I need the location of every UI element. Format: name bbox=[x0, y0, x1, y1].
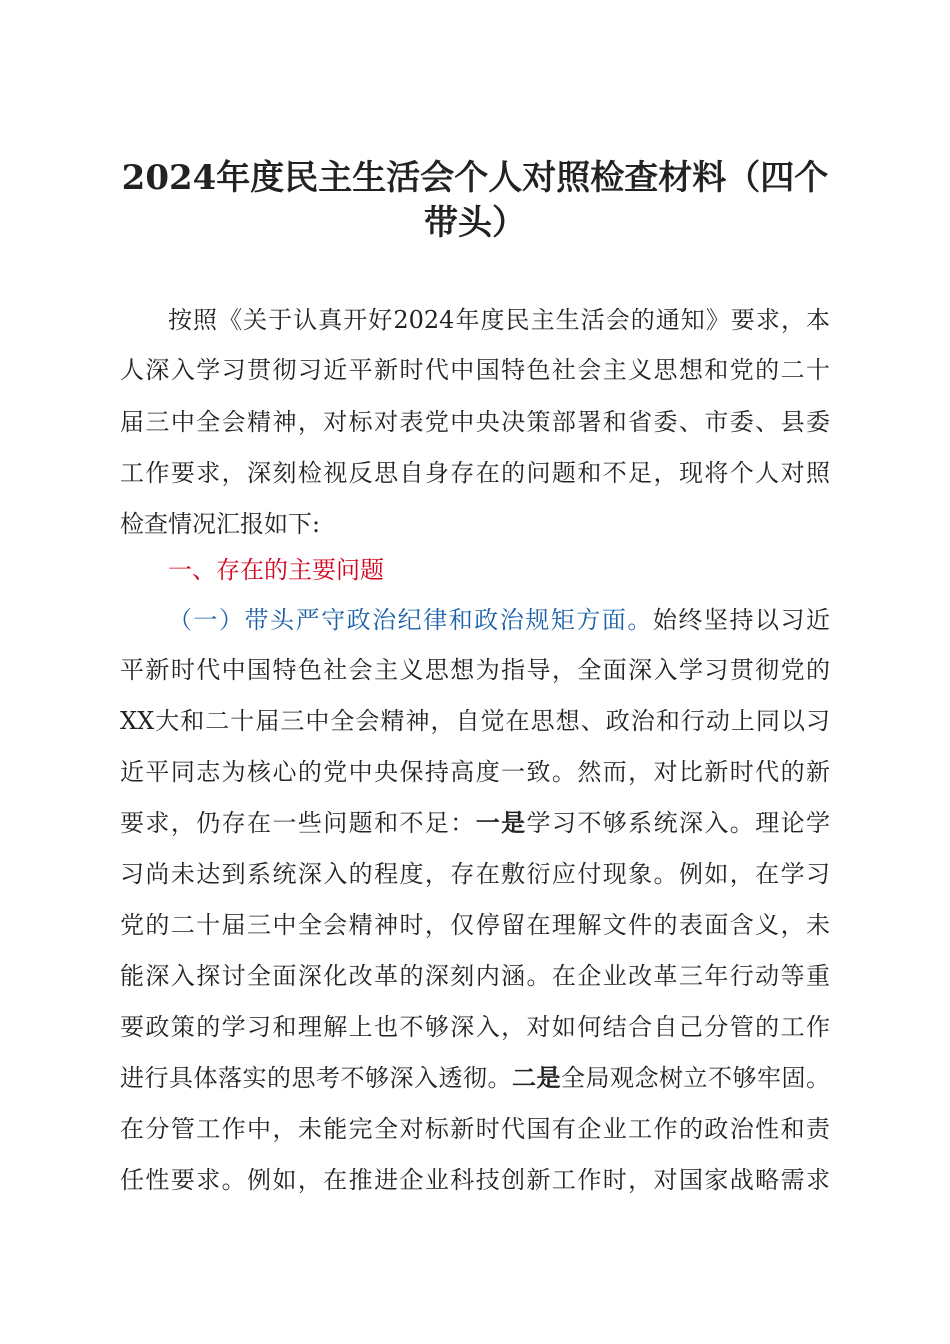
sub-heading-political-discipline: （一）带头严守政治纪律和政治规矩方面。 bbox=[168, 606, 653, 634]
body-line-7: 能深入探讨全面深化改革的深刻内涵。在企业改革三年行动等重 bbox=[120, 962, 830, 990]
body-line-11: 任性要求。例如，在推进企业科技创新工作时，对国家战略需求 bbox=[120, 1166, 830, 1194]
sub-heading-line-rest: 始终坚持以习近 bbox=[652, 606, 831, 634]
document-title-line-1: 2024年度民主生活会个人对照检查材料（四个 bbox=[121, 158, 829, 198]
body-line-3: 近平同志为核心的党中央保持高度一致。然而，对比新时代的新 bbox=[120, 758, 830, 786]
intro-line-5: 检查情况汇报如下: bbox=[120, 510, 321, 538]
body-line-8: 要政策的学习和理解上也不够深入，对如何结合自己分管的工作 bbox=[120, 1013, 830, 1041]
document-title-line-2 bbox=[110, 195, 840, 244]
body-line-4-before: 要求，仍存在一些问题和不足： bbox=[120, 809, 476, 837]
intro-line-2: 人深入学习贯彻习近平新时代中国特色社会主义思想和党的二十 bbox=[120, 356, 830, 384]
intro-line-4: 工作要求，深刻检视反思自身存在的问题和不足，现将个人对照 bbox=[120, 459, 830, 487]
intro-line-3: 届三中全会精神，对标对表党中央决策部署和省委、市委、县委 bbox=[120, 408, 830, 436]
document-title-line-2-text: 带头） bbox=[424, 203, 526, 243]
body-line-9-before: 进行具体落实的思考不够深入透彻。 bbox=[120, 1064, 512, 1092]
body-line-10: 在分管工作中，未能完全对标新时代国有企业工作的政治性和责 bbox=[120, 1115, 830, 1143]
body-line-5: 习尚未达到系统深入的程度，存在敷衍应付现象。例如，在学习 bbox=[120, 860, 830, 888]
body-line-4 bbox=[120, 803, 830, 838]
second-point-marker: 二是 bbox=[512, 1063, 561, 1092]
body-line-6: 党的二十届三中全会精神时，仅停留在理解文件的表面含义，未 bbox=[120, 911, 830, 939]
body-line-9-after: 全局观念树立不够牢固。 bbox=[561, 1064, 830, 1092]
body-line-2: XX大和二十届三中全会精神，自觉在思想、政治和行动上同以习 bbox=[120, 707, 830, 735]
body-line-1: 平新时代中国特色社会主义思想为指导，全面深入学习贯彻党的 bbox=[120, 656, 830, 684]
first-point-marker: 一是 bbox=[475, 808, 527, 837]
intro-line-1: 按照《关于认真开好2024年度民主生活会的通知》要求，本 bbox=[168, 306, 830, 334]
body-line-4-after: 学习不够系统深入。理论学 bbox=[526, 809, 831, 837]
body-line-9 bbox=[120, 1058, 830, 1093]
section-heading-problems: 一、存在的主要问题 bbox=[168, 556, 384, 584]
sub-heading-line bbox=[168, 600, 830, 635]
